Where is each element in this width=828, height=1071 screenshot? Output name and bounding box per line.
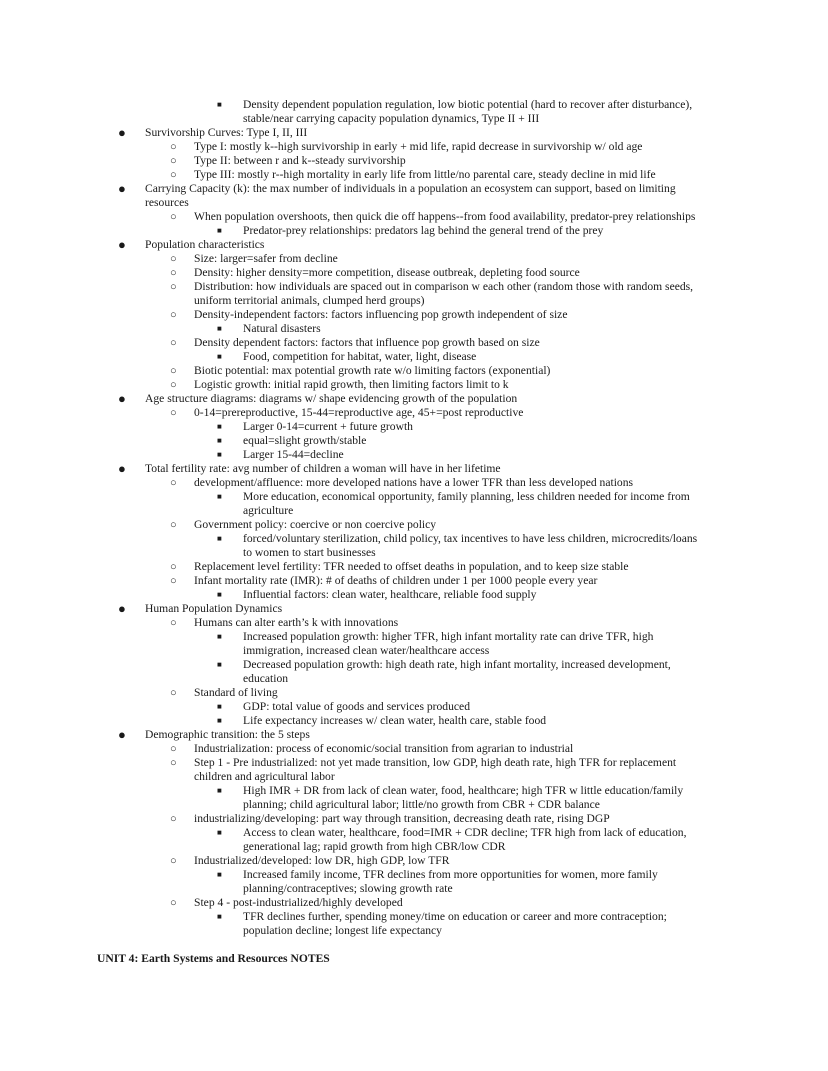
circle-bullet-icon: ○ [170,365,177,377]
note-line: Density dependent population regulation, low biotic potential (hard to recover after disturbance), [243,98,693,111]
circle-bullet-icon: ○ [170,757,177,769]
note-line: generational lag; rapid growth from high CBR/low CDR [243,840,506,853]
note-line: uniform territorial animals, clumped herd groups) [194,294,425,307]
circle-bullet-icon: ○ [170,379,177,391]
square-bullet-icon: ■ [217,100,222,109]
note-line: education [243,672,289,685]
note-line: Life expectancy increases w/ clean water, health care, stable food [243,714,547,727]
circle-bullet-icon: ○ [170,155,177,167]
note-line: Replacement level fertility: TFR needed to offset deaths in population, and to keep size stable [194,560,629,573]
note-line: Population characteristics [145,238,265,251]
note-line: Standard of living [194,686,278,699]
note-line: Government policy: coercive or non coercive policy [194,518,437,531]
note-line: Human Population Dynamics [145,602,283,615]
note-line: More education, economical opportunity, family planning, less children needed for income from [243,490,690,503]
disc-bullet-icon: ● [118,391,126,406]
note-line: Size: larger=safer from decline [194,252,338,265]
disc-bullet-icon: ● [118,125,126,140]
note-line: Type III: mostly r--high mortality in early life from little/no parental care, steady decline in mid life [194,168,656,181]
square-bullet-icon: ■ [217,324,222,333]
note-line: When population overshoots, then quick die off happens--from food availability, predator-prey relationships [194,210,696,223]
circle-bullet-icon: ○ [170,169,177,181]
circle-bullet-icon: ○ [170,309,177,321]
note-line: Natural disasters [243,322,321,335]
note-line: children and agricultural labor [194,770,335,783]
square-bullet-icon: ■ [217,716,222,725]
note-line: Step 4 - post-industrialized/highly developed [194,896,403,909]
note-line: Total fertility rate: avg number of children a woman will have in her lifetime [145,462,501,475]
note-line: Larger 0-14=current + future growth [243,420,413,433]
disc-bullet-icon: ● [118,461,126,476]
square-bullet-icon: ■ [217,422,222,431]
circle-bullet-icon: ○ [170,477,177,489]
note-line: Density: higher density=more competition, disease outbreak, depleting food source [194,266,580,279]
note-line: Industrialization: process of economic/social transition from agrarian to industrial [194,742,574,755]
note-line: Logistic growth: initial rapid growth, then limiting factors limit to k [194,378,509,391]
note-line: Influential factors: clean water, healthcare, reliable food supply [243,588,537,601]
note-line: Survivorship Curves: Type I, II, III [145,126,308,139]
circle-bullet-icon: ○ [170,337,177,349]
square-bullet-icon: ■ [217,828,222,837]
note-line: Humans can alter earth’s k with innovations [194,616,399,629]
circle-bullet-icon: ○ [170,267,177,279]
note-line: Demographic transition: the 5 steps [145,728,310,741]
note-line: development/affluence: more developed nations have a lower TFR than less developed nations [194,476,634,489]
note-line: Distribution: how individuals are spaced out in comparison w each other (random those with random seeds, [194,280,694,293]
circle-bullet-icon: ○ [170,519,177,531]
circle-bullet-icon: ○ [170,407,177,419]
note-line: High IMR + DR from lack of clean water, food, healthcare; high TFR w little education/family [243,784,684,797]
note-line: GDP: total value of goods and services produced [243,700,470,713]
circle-bullet-icon: ○ [170,253,177,265]
circle-bullet-icon: ○ [170,211,177,223]
note-line: to women to start businesses [243,546,376,559]
circle-bullet-icon: ○ [170,575,177,587]
circle-bullet-icon: ○ [170,687,177,699]
disc-bullet-icon: ● [118,601,126,616]
note-line: Type I: mostly k--high survivorship in early + mid life, rapid decrease in survivorship w/ old age [194,140,643,153]
note-line: Age structure diagrams: diagrams w/ shape evidencing growth of the population [145,392,518,405]
circle-bullet-icon: ○ [170,897,177,909]
circle-bullet-icon: ○ [170,141,177,153]
note-line: Decreased population growth: high death rate, high infant mortality, increased development, [243,658,671,671]
note-line: Type II: between r and k--steady survivorship [194,154,406,167]
note-line: Carrying Capacity (k): the max number of individuals in a population an ecosystem can support, based on limiting [145,182,676,195]
square-bullet-icon: ■ [217,870,222,879]
note-line: Industrialized/developed: low DR, high GDP, low TFR [194,854,450,867]
note-line: stable/near carrying capacity population dynamics, Type II + III [243,112,540,125]
note-line: forced/voluntary sterilization, child policy, tax incentives to have less children, microcredits/loans [243,532,698,545]
square-bullet-icon: ■ [217,352,222,361]
note-line: agriculture [243,504,294,517]
note-line: Food, competition for habitat, water, light, disease [243,350,477,363]
square-bullet-icon: ■ [217,534,222,543]
square-bullet-icon: ■ [217,660,222,669]
note-line: equal=slight growth/stable [243,434,367,447]
unit-heading: UNIT 4: Earth Systems and Resources NOTES [97,952,330,965]
note-line: Predator-prey relationships: predators lag behind the general trend of the prey [243,224,604,237]
circle-bullet-icon: ○ [170,855,177,867]
circle-bullet-icon: ○ [170,743,177,755]
note-line: resources [145,196,189,209]
square-bullet-icon: ■ [217,590,222,599]
note-line: Biotic potential: max potential growth rate w/o limiting factors (exponential) [194,364,551,377]
note-line: TFR declines further, spending money/time on education or career and more contraception; [243,910,667,923]
note-line: planning; child agricultural labor; little/no growth from CBR + CDR balance [243,798,600,811]
square-bullet-icon: ■ [217,450,222,459]
note-line: Step 1 - Pre industrialized: not yet made transition, low GDP, high death rate, high TFR for replacement [194,756,677,769]
square-bullet-icon: ■ [217,226,222,235]
note-line: Infant mortality rate (IMR): # of deaths of children under 1 per 1000 people every year [194,574,598,587]
circle-bullet-icon: ○ [170,561,177,573]
disc-bullet-icon: ● [118,727,126,742]
note-line: Density-independent factors: factors influencing pop growth independent of size [194,308,568,321]
square-bullet-icon: ■ [217,436,222,445]
circle-bullet-icon: ○ [170,617,177,629]
disc-bullet-icon: ● [118,237,126,252]
square-bullet-icon: ■ [217,912,222,921]
disc-bullet-icon: ● [118,181,126,196]
circle-bullet-icon: ○ [170,813,177,825]
note-line: industrializing/developing: part way through transition, decreasing death rate, rising DGP [194,812,610,825]
square-bullet-icon: ■ [217,632,222,641]
square-bullet-icon: ■ [217,702,222,711]
note-line: Density dependent factors: factors that influence pop growth based on size [194,336,540,349]
square-bullet-icon: ■ [217,492,222,501]
note-line: immigration, increased clean water/healthcare access [243,644,490,657]
note-line: planning/contraceptives; slowing growth rate [243,882,453,895]
note-line: Increased population growth: higher TFR, high infant mortality rate can drive TFR, high [243,630,654,643]
note-line: Larger 15-44=decline [243,448,344,461]
square-bullet-icon: ■ [217,786,222,795]
circle-bullet-icon: ○ [170,281,177,293]
note-line: Increased family income, TFR declines from more opportunities for women, more family [243,868,658,881]
note-line: population decline; longest life expectancy [243,924,442,937]
note-line: Access to clean water, healthcare, food=IMR + CDR decline; TFR high from lack of education, [243,826,687,839]
note-line: 0-14=prereproductive, 15-44=reproductive age, 45+=post reproductive [194,406,524,419]
